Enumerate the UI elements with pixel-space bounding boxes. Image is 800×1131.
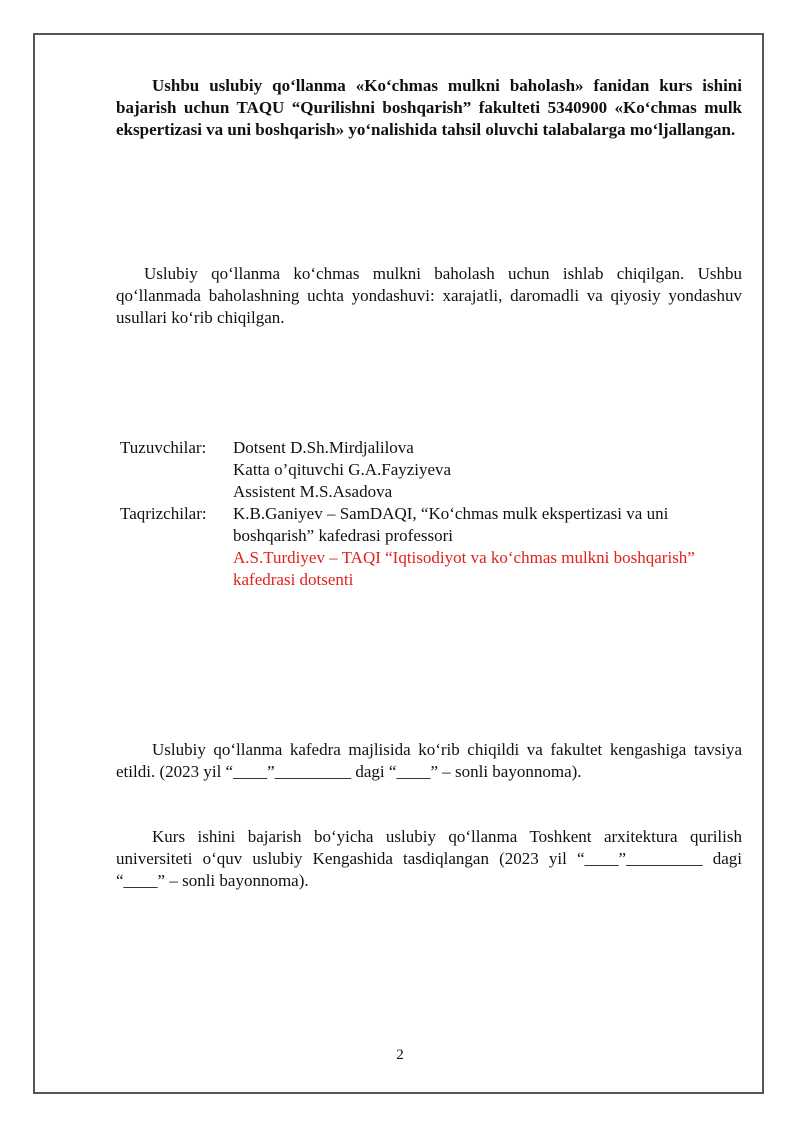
reviewers-label: Taqrizchilar: <box>120 504 207 523</box>
reviewer-entry-highlighted: A.S.Turdiyev – TAQI “Iqtisodiyot va ko‘chmas mulkni boshqarish” kafedrasi dotsenti <box>233 548 695 589</box>
reviewers-row <box>120 503 703 591</box>
page-number: 2 <box>396 1047 404 1063</box>
compiler-name: Katta o’qituvchi G.A.Fayziyeva <box>233 460 452 479</box>
compilers-list <box>233 437 703 503</box>
intro-paragraph: Ushbu uslubiy qo‘llanma «Ko‘chmas mulkni baholash» fanidan kurs ishini bajarish uchun TAQU “Qurilishni boshqarish” fakulteti 5340900 «Ko‘chmas mulk ekspertizasi va uni boshqarish» yo‘nalishida tahsil oluvchi talabalarga mo‘ljallangan. <box>116 76 742 139</box>
compiler-name: Assistent M.S.Asadova <box>233 482 393 501</box>
kafedra-approval-note: Uslubiy qo‘llanma kafedra majlisida ko‘rib chiqildi va fakultet kengashiga tavsiya etildi. (2023 yil “____”_________ dagi “____” – sonli bayonnoma). <box>116 740 742 781</box>
reviewers-list <box>233 503 703 591</box>
description-paragraph: Uslubiy qo‘llanma ko‘chmas mulkni baholash uchun ishlab chiqilgan. Ushbu qo‘llanmada baholashning uchta yondashuvi: xarajatli, daromadli va qiyosiy yondashuv usullari ko‘rib chiqilgan. <box>116 264 742 327</box>
compiler-name: Dotsent D.Sh.Mirdjalilova <box>233 438 414 457</box>
reviewer-entry: K.B.Ganiyev – SamDAQI, “Ko‘chmas mulk ekspertizasi va uni boshqarish” kafedrasi professori <box>233 504 669 545</box>
council-approval-note: Kurs ishini bajarish bo‘yicha uslubiy qo‘llanma Toshkent arxitektura qurilish universiteti o‘quv uslubiy Kengashida tasdiqlangan (2023 yil “____”_________ dagi “____” – sonli bayonnoma). <box>116 827 742 890</box>
authors-block <box>120 437 703 591</box>
compilers-row <box>120 437 703 503</box>
compilers-label: Tuzuvchilar: <box>120 438 207 457</box>
